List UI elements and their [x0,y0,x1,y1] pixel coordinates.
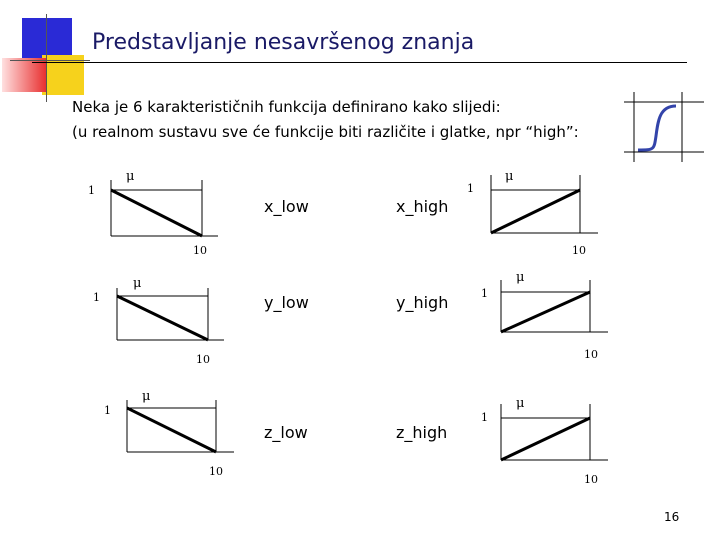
x-low-mu-label: μ [126,169,135,184]
sigmoid-illustration [624,92,704,162]
decor-yellow-square [42,55,84,95]
y-high-label: y_high [396,293,449,312]
decor-blue-square [22,18,72,60]
y-high-x-tick: 10 [584,348,598,361]
intro-line-2: (u realnom sustavu sve će funkcije biti različite i glatke, npr “high”: [72,123,579,141]
y-low-y-tick: 1 [93,291,100,304]
membership-line [117,296,208,340]
decor-vertical-line [46,14,47,102]
z-low-y-tick: 1 [104,404,111,417]
z-low-label: z_low [264,423,308,442]
y-low-label: y_low [264,293,309,312]
y-low-mu-label: μ [133,276,142,291]
y-low-x-tick: 10 [196,353,210,366]
membership-line [127,408,216,452]
page-title: Predstavljanje nesavršenog znanja [92,30,475,55]
z-low-x-tick: 10 [209,465,223,478]
z-high-plot [498,404,608,466]
x-high-label: x_high [396,197,449,216]
z-low-mu-label: μ [142,389,151,404]
z-high-y-tick: 1 [481,411,488,424]
x-low-y-tick: 1 [88,184,95,197]
membership-line [491,190,580,233]
intro-line-1: Neka je 6 karakterističnih funkcija definirano kako slijedi: [72,98,501,116]
title-divider [32,62,687,63]
decor-horizontal-line [10,60,90,61]
y-high-plot [498,280,608,338]
x-high-y-tick: 1 [467,182,474,195]
x-low-label: x_low [264,197,309,216]
x-high-mu-label: μ [505,169,514,184]
sigmoid-curve [638,106,676,150]
y-high-y-tick: 1 [481,287,488,300]
x-low-plot [108,180,218,240]
x-high-plot [488,175,598,237]
y-low-plot [114,288,224,346]
z-low-plot [124,400,234,458]
z-high-mu-label: μ [516,396,525,411]
z-high-label: z_high [396,423,448,442]
z-high-x-tick: 10 [584,473,598,486]
x-low-x-tick: 10 [193,244,207,257]
decor-red-square [2,58,46,92]
x-high-x-tick: 10 [572,244,586,257]
membership-line [111,190,202,236]
membership-line [501,418,590,460]
y-high-mu-label: μ [516,270,525,285]
membership-line [501,292,590,332]
page-number: 16 [664,510,680,524]
